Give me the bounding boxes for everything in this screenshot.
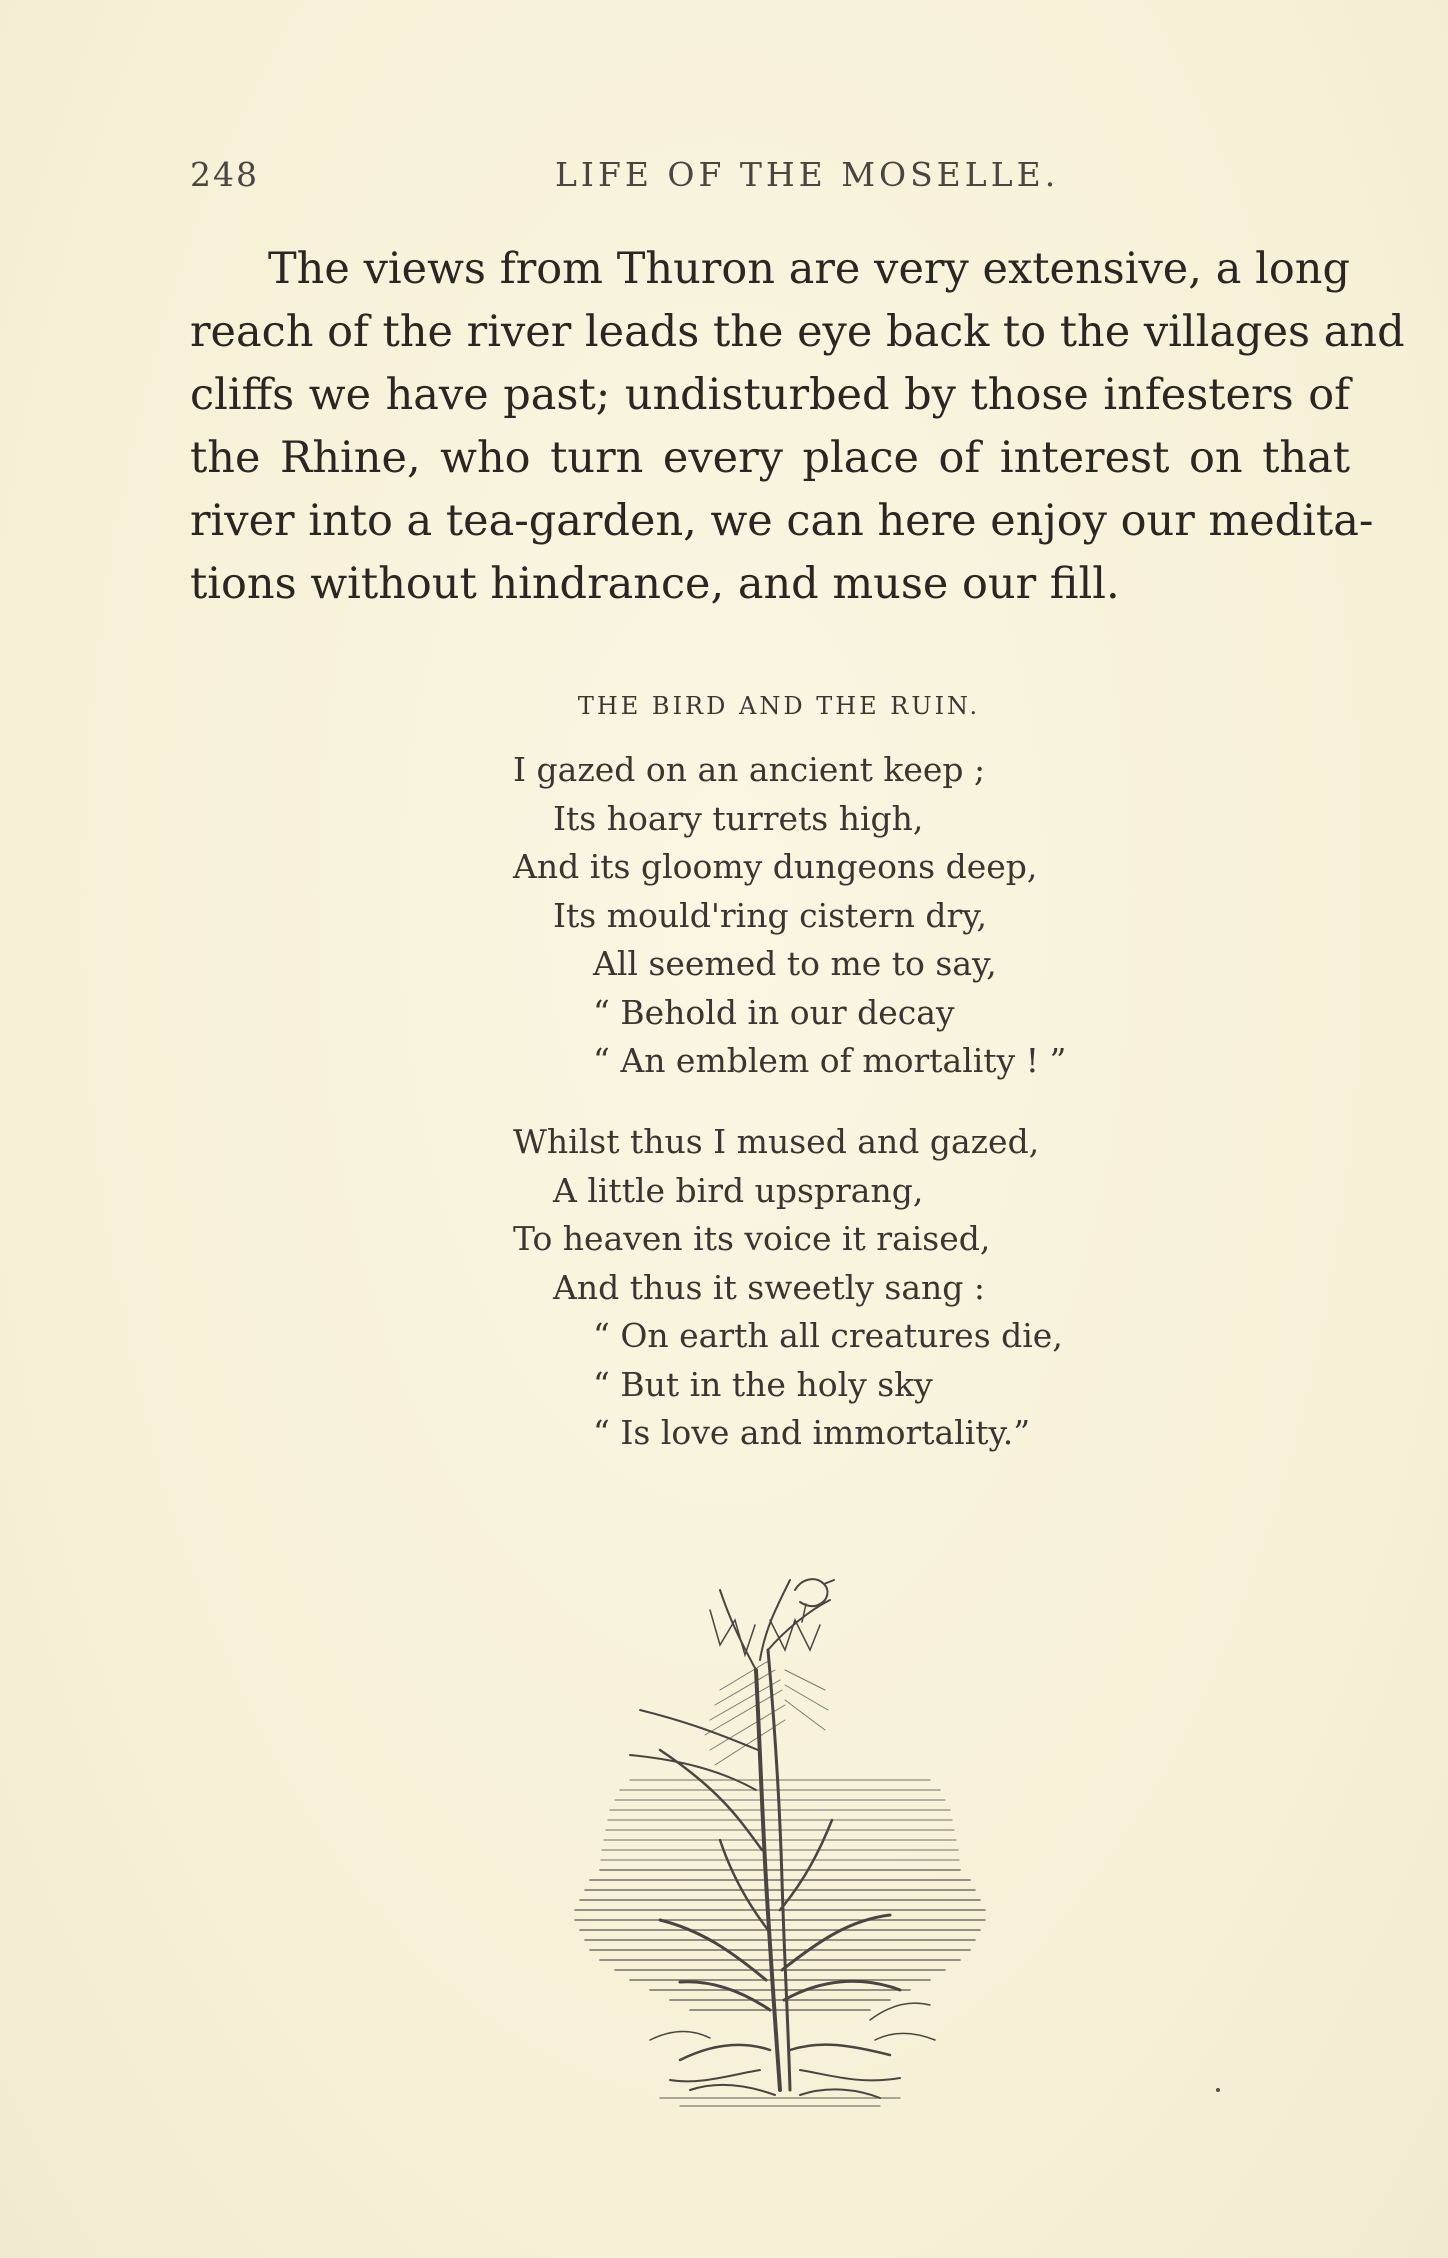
verse-line: And its gloomy dungeons deep, — [513, 847, 1038, 886]
verse-line: “ Behold in our decay — [593, 992, 955, 1032]
verse-line: “ But in the holy sky — [593, 1364, 933, 1404]
verse-line: Its hoary turrets high, — [553, 798, 924, 838]
poem-title-text: THE BIRD AND THE RUIN. — [577, 692, 981, 720]
print-speck — [1216, 2088, 1220, 2092]
verse-line: Its mould'ring cistern dry, — [553, 895, 988, 935]
prose-line: The views from Thuron are very extensive, a long — [268, 244, 1350, 294]
page-number: 248 — [190, 155, 259, 194]
verse-line: “ Is love and immortality.” — [593, 1413, 1031, 1452]
prose-line: reach of the river leads the eye back to the villages and — [190, 307, 1405, 357]
page-header — [190, 155, 1355, 205]
poem-title — [0, 692, 1448, 720]
poem-stanza-2 — [513, 1118, 1113, 1458]
verse-line: A little bird upsprang, — [553, 1170, 924, 1210]
verse-line: To heaven its voice it raised, — [513, 1219, 991, 1258]
verse-line: I gazed on an ancient keep ; — [513, 750, 986, 789]
prose-line: river into a tea-garden, we can here enjoy our medita- — [190, 496, 1374, 546]
verse-line: “ An emblem of mortality ! ” — [593, 1041, 1067, 1080]
prose-paragraph — [190, 238, 1405, 616]
prose-line: the Rhine, who turn every place of interest on that — [190, 433, 1350, 483]
verse-line: Whilst thus I mused and gazed, — [513, 1122, 1040, 1161]
prose-line: tions without hindrance, and muse our fill. — [190, 559, 1120, 609]
prose-line: cliffs we have past; undisturbed by those infesters of — [190, 370, 1350, 420]
verse-line: And thus it sweetly sang : — [553, 1267, 985, 1307]
verse-line: “ On earth all creatures die, — [593, 1316, 1063, 1355]
verse-line: All seemed to me to say, — [593, 944, 997, 983]
poem-stanza-1 — [513, 746, 1113, 1086]
running-title: LIFE OF THE MOSELLE. — [555, 155, 1060, 194]
engraved-vignette-reeds-and-bird-icon — [570, 1550, 990, 2110]
